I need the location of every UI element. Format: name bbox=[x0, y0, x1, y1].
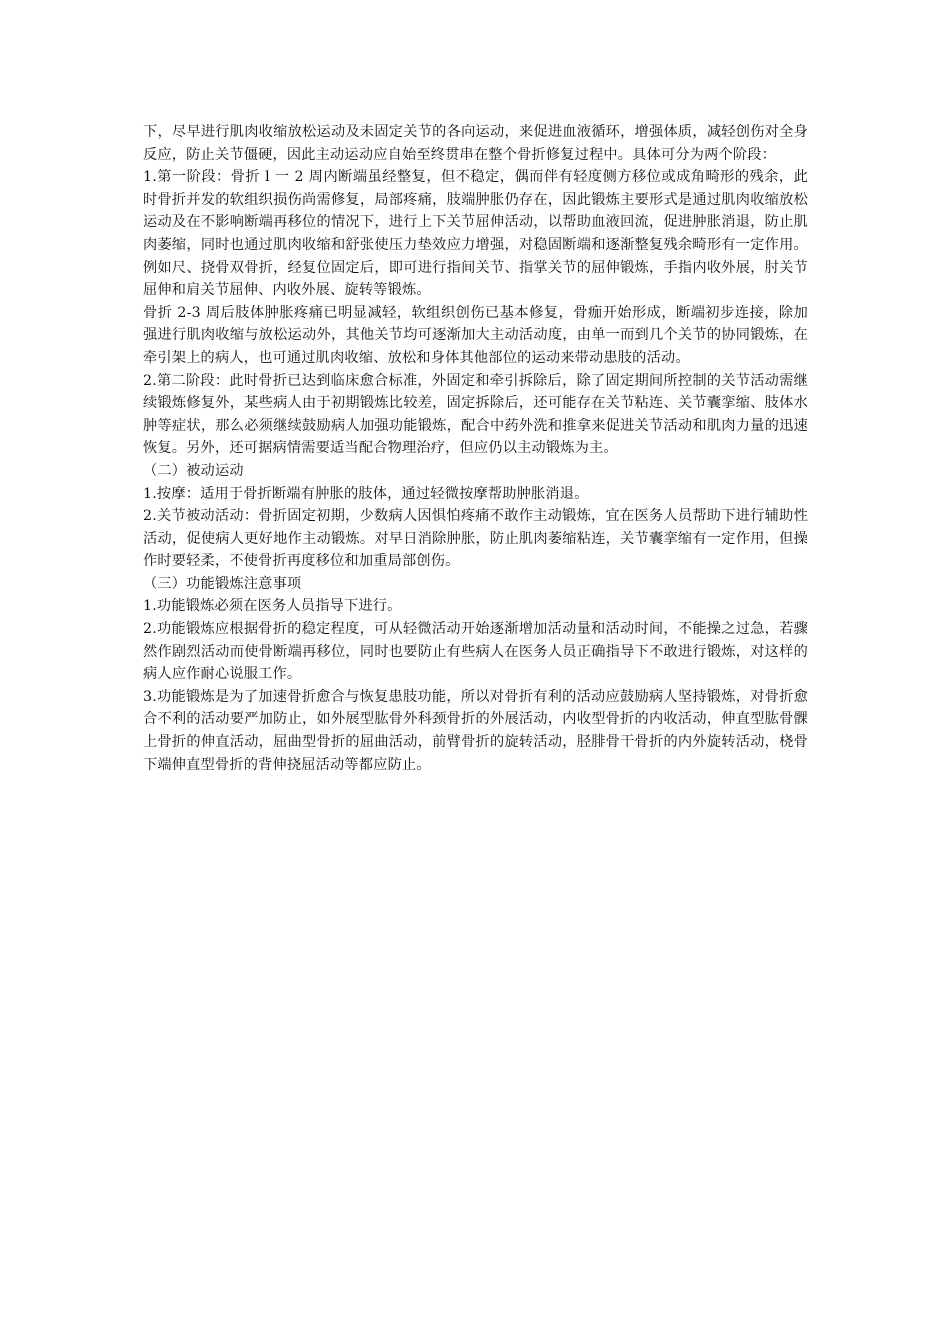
paragraph-stage-two: 2.第二阶段：此时骨折已达到临床愈合标准，外固定和牵引拆除后，除了固定期间所控制的关节活动需继续锻炼修复外，某些病人由于初期锻炼比较差，固定拆除后，还可能存在关节粘连、关节囊挛缩、肢体水肿等症状，那么必须继续鼓励病人加强功能锻炼，配合中药外洗和推拿来促进关节活动和肌肉力量的迅速恢复。另外，还可据病情需要适当配合物理治疗，但应仍以主动锻炼为主。 bbox=[143, 372, 808, 457]
paragraph-massage: 1.按摩：适用于骨折断端有肿胀的肢体，通过轻微按摩帮助肿胀消退。 bbox=[143, 485, 589, 502]
document-body bbox=[143, 121, 808, 776]
paragraph-precaution-one: 1.功能锻炼必须在医务人员指导下进行。 bbox=[143, 598, 402, 615]
paragraph-stage-one: 1.第一阶段：骨折 l 一 2 周内断端虽经整复，但不稳定，偶而伴有轻度侧方移位或成角畸形的残余，此时骨折并发的软组织损伤尚需修复，局部疼痛，肢端肿胀仍存在，因此锻炼主要形式是通过肌肉收缩放松运动及在不影响断端再移位的情况下，进行上下关节屈伸活动，以帮助血液回流，促进肿胀消退，防止肌肉萎缩，同时也通过肌肉收缩和舒张使压力垫效应力增强，对稳固断端和逐渐整复残余畸形有一定作用。例如尺、挠骨双骨折，经复位固定后，即可进行指间关节、指掌关节的屈伸锻炼，手指内收外展，肘关节屈伸和肩关节屈伸、内收外展、旋转等锻炼。 bbox=[143, 169, 808, 299]
paragraph-intro-continuation: 下，尽早进行肌肉收缩放松运动及未固定关节的各向运动，来促进血液循环，增强体质，减轻创伤对全身反应，防止关节僵硬，因此主动运动应自始至终贯串在整个骨折修复过程中。具体可分为两个阶段： bbox=[143, 124, 808, 163]
section-heading-passive-exercise: （二）被动运动 bbox=[143, 462, 244, 479]
section-heading-precautions: （三）功能锻炼注意事项 bbox=[143, 575, 302, 592]
paragraph-passive-joint-activity: 2.关节被动活动：骨折固定初期，少数病人因惧怕疼痛不敢作主动锻炼，宜在医务人员帮助下进行辅助性活动，促使病人更好地作主动锻炼。对早日消除肿胀，防止肌肉萎缩粘连，关节囊挛缩有一定作用，但操作时要轻柔，不使骨折再度移位和加重局部创伤。 bbox=[143, 508, 808, 570]
paragraph-precaution-two: 2.功能锻炼应根据骨折的稳定程度，可从轻微活动开始逐渐增加活动量和活动时间，不能操之过急，若骤然作剧烈活动而使骨断端再移位，同时也要防止有些病人在医务人员正确指导下不敢进行锻炼，对这样的病人应作耐心说服工作。 bbox=[143, 621, 808, 683]
paragraph-two-three-weeks: 骨折 2-3 周后肢体肿胀疼痛已明显减轻，软组织创伤已基本修复，骨痂开始形成，断端初步连接，除加强进行肌肉收缩与放松运动外，其他关节均可逐渐加大主动活动度，由单一而到几个关节的协同锻炼，在牵引架上的病人，也可通过肌肉收缩、放松和身体其他部位的运动来带动患肢的活动。 bbox=[143, 304, 808, 366]
paragraph-precaution-three: 3.功能锻炼是为了加速骨折愈合与恢复患肢功能，所以对骨折有利的活动应鼓励病人坚持锻炼，对骨折愈合不利的活动要严加防止，如外展型肱骨外科颈骨折的外展活动，内收型骨折的内收活动，伸直型肱骨髁上骨折的伸直活动，屈曲型骨折的屈曲活动，前臂骨折的旋转活动，胫腓骨干骨折的内外旋转活动，桡骨下端伸直型骨折的背伸挠屈活动等都应防止。 bbox=[143, 688, 808, 773]
